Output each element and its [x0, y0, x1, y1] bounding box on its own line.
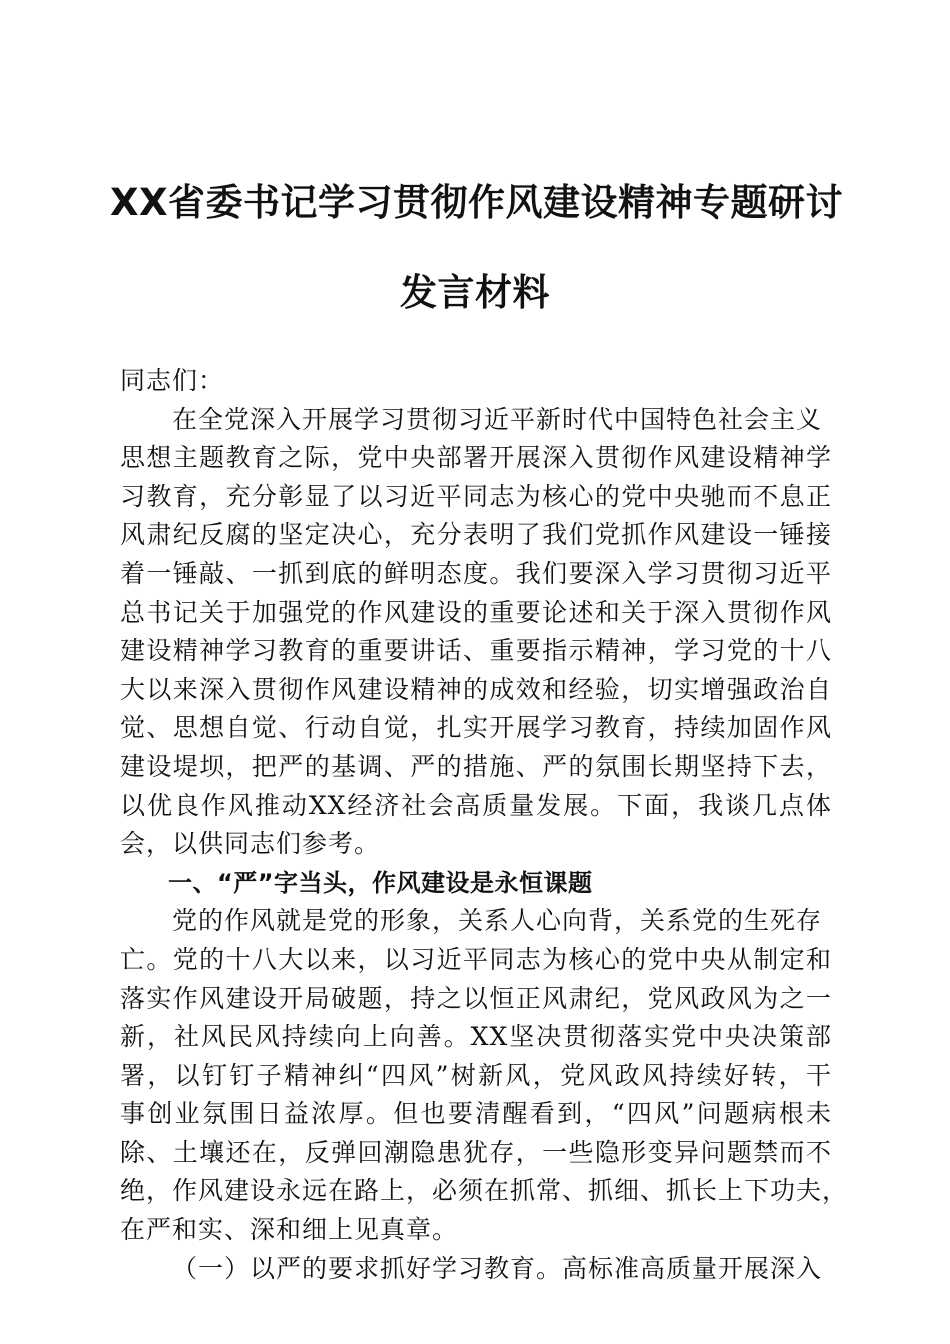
paragraph-line: 大以来深入贯彻作风建设精神的成效和经验，切实增强政治自 — [120, 674, 832, 704]
paragraph-line: 亡。党的十八大以来，以习近平同志为核心的党中央从制定和 — [120, 944, 832, 974]
document-title-line-1: XX省委书记学习贯彻作风建设精神专题研讨 — [110, 181, 844, 224]
paragraph-line: 建设精神学习教育的重要讲话、重要指示精神，学习党的十八 — [120, 636, 832, 666]
paragraph-line: 建设堤坝，把严的基调、严的措施、严的氛围长期坚持下去， — [120, 751, 832, 781]
paragraph-line: 新，社风民风持续向上向善。XX坚决贯彻落实党中央决策部 — [120, 1022, 832, 1052]
salutation: 同志们： — [120, 366, 225, 395]
paragraph-line: 思想主题教育之际，党中央部署开展深入贯彻作风建设精神学 — [120, 443, 832, 473]
section-heading: 一、“严”字当头，作风建设是永恒课题 — [168, 868, 593, 897]
paragraph-line: 除、土壤还在，反弹回潮隐患犹存，一些隐形变异问题禁而不 — [120, 1137, 832, 1167]
paragraph-line: 觉、思想自觉、行动自觉，扎实开展学习教育，持续加固作风 — [120, 713, 832, 743]
paragraph-line: 在全党深入开展学习贯彻习近平新时代中国特色社会主义 — [172, 404, 823, 434]
paragraph-line: 绝，作风建设永远在路上，必须在抓常、抓细、抓长上下功夫， — [120, 1176, 849, 1206]
paragraph-line: 党的作风就是党的形象，关系人心向背，关系党的生死存 — [172, 906, 823, 936]
paragraph-line: 风肃纪反腐的坚定决心，充分表明了我们党抓作风建设一锤接 — [120, 520, 832, 550]
document-body — [120, 362, 849, 1288]
document-title-line-2: 发言材料 — [400, 271, 550, 314]
paragraph-line: 习教育，充分彰显了以习近平同志为核心的党中央驰而不息正 — [120, 481, 832, 511]
paragraph-line: 署，以钉钉子精神纠“四风”树新风，党风政风持续好转，干 — [120, 1060, 832, 1090]
paragraph-line: 会，以供同志们参考。 — [120, 829, 381, 859]
subsection-line: （一）以严的要求抓好学习教育。高标准高质量开展深入 — [172, 1253, 823, 1283]
paragraph-line: 总书记关于加强党的作风建设的重要论述和关于深入贯彻作风 — [120, 597, 832, 627]
paragraph-line: 事创业氛围日益浓厚。但也要清醒看到，“四风”问题病根未 — [120, 1099, 832, 1129]
paragraph-line: 以优良作风推动XX经济社会高质量发展。下面，我谈几点体 — [120, 790, 832, 820]
paragraph-line: 在严和实、深和细上见真章。 — [120, 1215, 459, 1245]
paragraph-line: 着一锤敲、一抓到底的鲜明态度。我们要深入学习贯彻习近平 — [120, 558, 832, 588]
paragraph-line: 落实作风建设开局破题，持之以恒正风肃纪，党风政风为之一 — [120, 983, 832, 1013]
